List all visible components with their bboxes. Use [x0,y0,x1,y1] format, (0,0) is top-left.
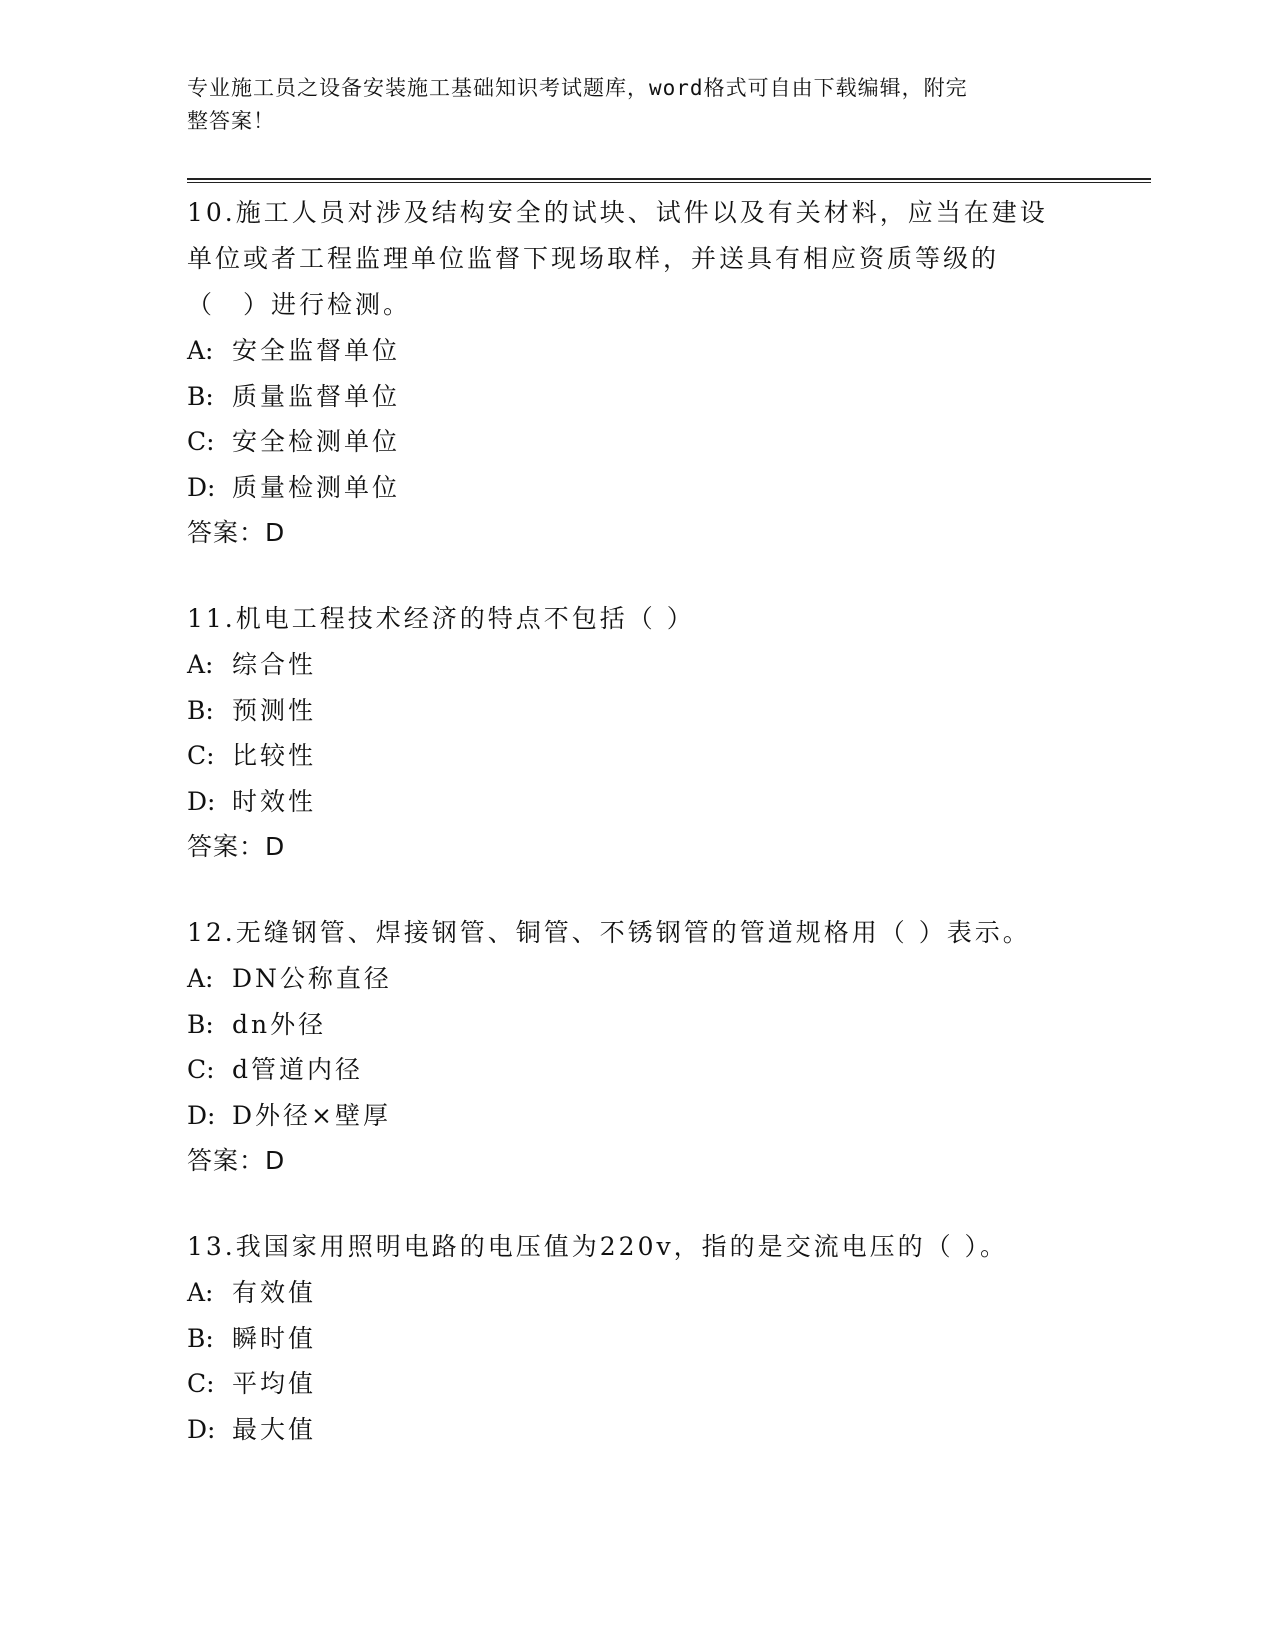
option-text: 平均值 [232,1369,317,1398]
option-b [187,1316,1087,1362]
question-stem: 12.无缝钢管、焊接钢管、铜管、不锈钢管的管道规格用（ ）表示。 [187,918,1031,947]
option-letter: A: [187,1278,214,1307]
answer-line: 答案：D [187,518,286,547]
option-b [187,688,1087,734]
option-c [187,419,1087,465]
option-letter: B: [187,381,214,411]
option-d [187,1407,1087,1453]
option-text: 比较性 [232,741,317,770]
option-letter: A: [187,336,214,365]
question-stem: 10.施工人员对涉及结构安全的试块、试件以及有关材料，应当在建设单位或者工程监理单位监督下现场取样，并送具有相应资质等级的（ ）进行检测。 [187,198,1048,319]
option-text: 预测性 [232,695,317,725]
option-letter: B: [187,1009,214,1039]
option-a [187,956,1087,1002]
option-text: 最大值 [232,1414,317,1444]
option-letter: C: [187,741,215,770]
option-b [187,374,1087,420]
option-b [187,1002,1087,1048]
option-letter: C: [187,1055,215,1084]
option-text: 综合性 [232,650,317,679]
option-c [187,1047,1087,1093]
question-stem: 11.机电工程技术经济的特点不包括（ ） [187,604,695,633]
option-text: d管道内径 [232,1055,364,1084]
question-12 [187,910,1087,1184]
document-header [187,72,1067,138]
option-letter: B: [187,695,214,725]
question-stem: 13.我国家用照明电路的电压值为220v，指的是交流电压的（ ）。 [187,1232,1009,1261]
question-10 [187,190,1087,556]
question-13 [187,1224,1087,1452]
option-text: 瞬时值 [232,1323,317,1353]
option-letter: D: [187,786,216,816]
option-a [187,642,1087,688]
option-letter: D: [187,472,216,502]
option-text: 有效值 [232,1278,317,1307]
header-line-1: 专业施工员之设备安装施工基础知识考试题库，word格式可自由下载编辑，附完 [187,76,968,100]
option-letter: C: [187,1369,215,1398]
option-text: DN公称直径 [232,964,392,993]
option-a [187,1270,1087,1316]
option-d [187,465,1087,511]
option-c [187,733,1087,779]
option-text: 时效性 [232,786,317,816]
option-text: 安全检测单位 [232,427,401,456]
option-letter: D: [187,1100,216,1130]
option-text: 质量检测单位 [232,472,401,502]
option-a [187,328,1087,374]
option-letter: B: [187,1323,214,1353]
option-text: D外径×壁厚 [232,1100,391,1130]
option-text: 安全监督单位 [232,336,401,365]
option-text: 质量监督单位 [232,381,401,411]
option-text: dn外径 [232,1009,327,1039]
option-c [187,1361,1087,1407]
option-letter: A: [187,650,214,679]
option-letter: D: [187,1414,216,1444]
answer-line: 答案：D [187,832,286,861]
option-d [187,779,1087,825]
header-divider [187,178,1151,183]
answer-line: 答案：D [187,1146,286,1175]
header-line-2: 整答案！ [187,109,275,133]
question-list [187,190,1087,1492]
option-letter: C: [187,427,215,456]
option-d [187,1093,1087,1139]
question-11 [187,596,1087,870]
option-letter: A: [187,964,214,993]
